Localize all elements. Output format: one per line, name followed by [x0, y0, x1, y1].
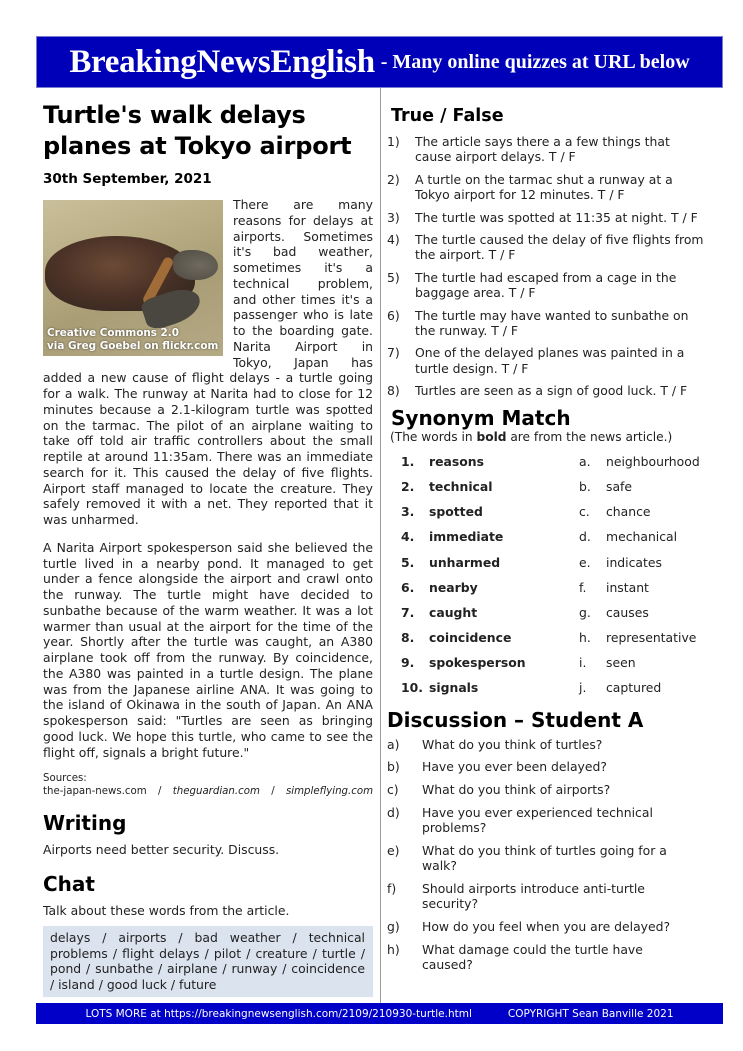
- paragraph-1-text: There are many reasons for delays at airports. Sometimes it's bad weather, sometimes it's a technical problem, and other times it's a passenger who is late to the boarding gate. Narita Airport in Tokyo, Japan has added a new cause of flight delays - a turtle going for a walk. The runway at Narita had to close for 12 minutes because a 2.1-kilogram turtle was spotted on the tarmac. The pilot of an airplane waiting to take off told air traffic controllers about the small reptile at around 11:35am. There was an immediate search for it. This caused the delay of five flights. Airport staff managed to locate the creature. They safely removed it with a net. They reported that it was unharmed.: [43, 197, 373, 527]
- true-false-item: [387, 270, 717, 301]
- writing-prompt: Airports need better security. Discuss.: [43, 842, 280, 858]
- question-letter: c): [387, 782, 399, 798]
- synonym-letter: i.: [579, 655, 587, 671]
- synonym-row: [387, 600, 717, 625]
- word-number: 9.: [401, 655, 415, 671]
- item-number: 3): [387, 209, 400, 225]
- item-text: Turtles are seen as a sign of good luck. T / F: [415, 383, 688, 399]
- footer-url-link[interactable]: LOTS MORE at https://breakingnewsenglish.com/2109/210930-turtle.html: [85, 1007, 472, 1020]
- true-false-item: [387, 345, 717, 376]
- true-false-item: [387, 210, 717, 225]
- item-text: The turtle was spotted at 11:35 at night. T / F: [415, 209, 698, 225]
- article-word: coincidence: [429, 630, 512, 646]
- word-number: 5.: [401, 554, 415, 570]
- subtitle-bold: bold: [476, 429, 507, 444]
- item-number: 5): [387, 269, 400, 285]
- turtle-head-graphic: [173, 250, 218, 280]
- article-word: reasons: [429, 453, 484, 469]
- synonym-word: representative: [606, 630, 697, 646]
- site-tagline: - Many online quizzes at URL below: [380, 50, 690, 73]
- item-text: The article says there a a few things that cause airport delays. T / F: [415, 134, 670, 165]
- sources-label: Sources:: [43, 773, 87, 785]
- source-separator: /: [158, 786, 162, 798]
- synonym-letter: j.: [579, 680, 587, 696]
- discussion-list: [387, 737, 717, 973]
- word-number: 3.: [401, 504, 415, 520]
- page-footer: [36, 1003, 723, 1024]
- question-letter: b): [387, 759, 400, 775]
- chat-prompt: Talk about these words from the article.: [43, 903, 290, 919]
- question-letter: a): [387, 736, 400, 752]
- article-word: immediate: [429, 529, 504, 545]
- footer-copyright: COPYRIGHT Sean Banville 2021: [507, 1007, 674, 1020]
- synonym-row: [387, 499, 717, 524]
- article-paragraph-1: [43, 197, 373, 528]
- synonym-letter: b.: [579, 478, 591, 494]
- true-false-item: [387, 383, 717, 398]
- synonym-word: captured: [606, 680, 662, 696]
- synonym-row: [387, 449, 717, 474]
- synonym-letter: e.: [579, 554, 591, 570]
- exercise-column: [387, 104, 717, 980]
- synonym-word: indicates: [606, 554, 662, 570]
- synonym-letter: h.: [579, 630, 591, 646]
- question-text: Should airports introduce anti-turtle security?: [422, 881, 645, 912]
- source-separator: /: [271, 786, 275, 798]
- photo-caption-line-2: via Greg Goebel on flickr.com: [47, 340, 219, 352]
- synonym-word: instant: [606, 579, 649, 595]
- discussion-question: [387, 881, 717, 912]
- discussion-question: [387, 782, 717, 797]
- turtle-photo: [43, 200, 223, 356]
- source-link[interactable]: the-japan-news.com: [43, 786, 147, 798]
- synonym-row: [387, 625, 717, 650]
- synonym-row: [387, 675, 717, 700]
- subtitle-post: are from the news article.): [506, 429, 673, 444]
- source-link[interactable]: theguardian.com: [172, 786, 260, 798]
- true-false-list: [387, 134, 717, 398]
- word-number: 10.: [401, 680, 423, 696]
- synonym-letter: c.: [579, 504, 590, 520]
- question-letter: d): [387, 804, 400, 820]
- true-false-item: [387, 308, 717, 339]
- discussion-title: Discussion – Student A: [387, 707, 644, 732]
- column-divider: [380, 88, 381, 1003]
- question-text: What damage could the turtle have caused?: [422, 942, 643, 973]
- question-text: What do you think of turtles going for a walk?: [422, 843, 667, 874]
- synonym-row: [387, 575, 717, 600]
- synonym-match-title: Synonym Match: [391, 405, 571, 430]
- article-headline: Turtle's walk delays planes at Tokyo airport: [43, 101, 352, 160]
- question-letter: f): [387, 881, 397, 897]
- photo-caption-line-1: Creative Commons 2.0: [47, 327, 179, 339]
- item-number: 2): [387, 171, 400, 187]
- chat-title: Chat: [43, 872, 95, 897]
- synonym-word: causes: [606, 604, 649, 620]
- item-number: 1): [387, 134, 400, 149]
- synonym-word: neighbourhood: [606, 453, 700, 469]
- discussion-question: [387, 843, 717, 874]
- synonym-letter: g.: [579, 604, 591, 620]
- article-column: [43, 100, 373, 997]
- discussion-question: [387, 805, 717, 836]
- photo-caption: [47, 327, 218, 353]
- word-number: 8.: [401, 630, 415, 646]
- article-body: [43, 197, 373, 760]
- synonym-word: mechanical: [606, 529, 678, 545]
- discussion-question: [387, 919, 717, 934]
- question-text: Have you ever experienced technical problems?: [422, 804, 653, 836]
- site-brand: BreakingNewsEnglish: [69, 43, 375, 80]
- word-number: 2.: [401, 478, 415, 494]
- word-number: 4.: [401, 529, 415, 545]
- item-number: 6): [387, 307, 400, 323]
- discussion-question: [387, 942, 717, 973]
- item-text: The turtle caused the delay of five flights from the airport. T / F: [415, 232, 704, 263]
- subtitle-pre: (The words in: [390, 429, 477, 444]
- item-number: 7): [387, 345, 400, 361]
- item-number: 4): [387, 232, 400, 248]
- word-number: 7.: [401, 604, 415, 620]
- writing-title: Writing: [43, 811, 127, 836]
- source-link[interactable]: simpleflying.com: [286, 786, 373, 798]
- sources: [43, 772, 373, 798]
- article-word: technical: [429, 478, 493, 494]
- true-false-item: [387, 172, 717, 203]
- synonym-word: seen: [606, 655, 636, 671]
- chat-section: [43, 871, 373, 997]
- synonym-row: [387, 650, 717, 675]
- question-text: What do you think of turtles?: [422, 736, 603, 752]
- article-word: unharmed: [429, 554, 501, 570]
- page-header: [36, 36, 723, 88]
- item-number: 8): [387, 383, 400, 399]
- article-word: signals: [429, 680, 479, 696]
- discussion-question: [387, 737, 717, 752]
- article-date: 30th September, 2021: [43, 171, 212, 187]
- word-number: 6.: [401, 579, 415, 595]
- synonym-word: chance: [606, 504, 651, 520]
- question-letter: g): [387, 919, 400, 935]
- discussion-question: [387, 759, 717, 774]
- synonym-table: [387, 449, 717, 701]
- synonym-letter: d.: [579, 529, 591, 545]
- synonym-word: safe: [606, 478, 633, 494]
- item-text: The turtle may have wanted to sunbathe on the runway. T / F: [415, 307, 689, 338]
- question-text: Have you ever been delayed?: [422, 759, 607, 775]
- synonym-row: [387, 524, 717, 549]
- question-letter: h): [387, 942, 400, 957]
- question-text: How do you feel when you are delayed?: [422, 919, 671, 935]
- sources-list: [43, 785, 373, 798]
- synonym-row: [387, 474, 717, 499]
- synonym-match-subtitle: [390, 430, 717, 444]
- article-word: caught: [429, 604, 478, 620]
- chat-word-box: delays / airports / bad weather / technical problems / flight delays / pilot / creature / turtle / pond / sunbathe / airplane / runway / coincidence / island / good luck / future: [43, 926, 373, 997]
- article-word: spotted: [429, 504, 483, 520]
- word-number: 1.: [401, 453, 415, 469]
- writing-section: [43, 810, 373, 857]
- true-false-item: [387, 134, 717, 165]
- question-text: What do you think of airports?: [422, 782, 611, 798]
- article-paragraph-2: A Narita Airport spokesperson said she believed the turtle lived in a nearby pond. It managed to get under a fence alongside the airport and crawl onto the runway. The turtle might have decided to sunbathe because of the warm weather. It was a lot warmer than usual at the airport for the time of the year. Shortly after the turtle was caught, an A380 airplane took off from the runway. By coincidence, the A380 was painted in a turtle design. The plane was from the Japanese airline ANA. It was going to the island of Okinawa in the south of Japan. An ANA spokesperson said: "Turtles are seen as bringing good luck. We hope this turtle, who came to see the flight off, signals a bright future.": [43, 539, 373, 760]
- item-text: One of the delayed planes was painted in a turtle design. T / F: [415, 345, 685, 376]
- synonym-letter: f.: [579, 579, 587, 595]
- article-word: nearby: [429, 579, 478, 595]
- synonym-row: [387, 549, 717, 574]
- item-text: The turtle had escaped from a cage in the baggage area. T / F: [415, 269, 677, 301]
- article-word: spokesperson: [429, 655, 526, 671]
- true-false-item: [387, 232, 717, 263]
- true-false-title: True / False: [391, 106, 504, 126]
- synonym-letter: a.: [579, 453, 591, 469]
- question-letter: e): [387, 843, 400, 859]
- item-text: A turtle on the tarmac shut a runway at a Tokyo airport for 12 minutes. T / F: [415, 171, 673, 203]
